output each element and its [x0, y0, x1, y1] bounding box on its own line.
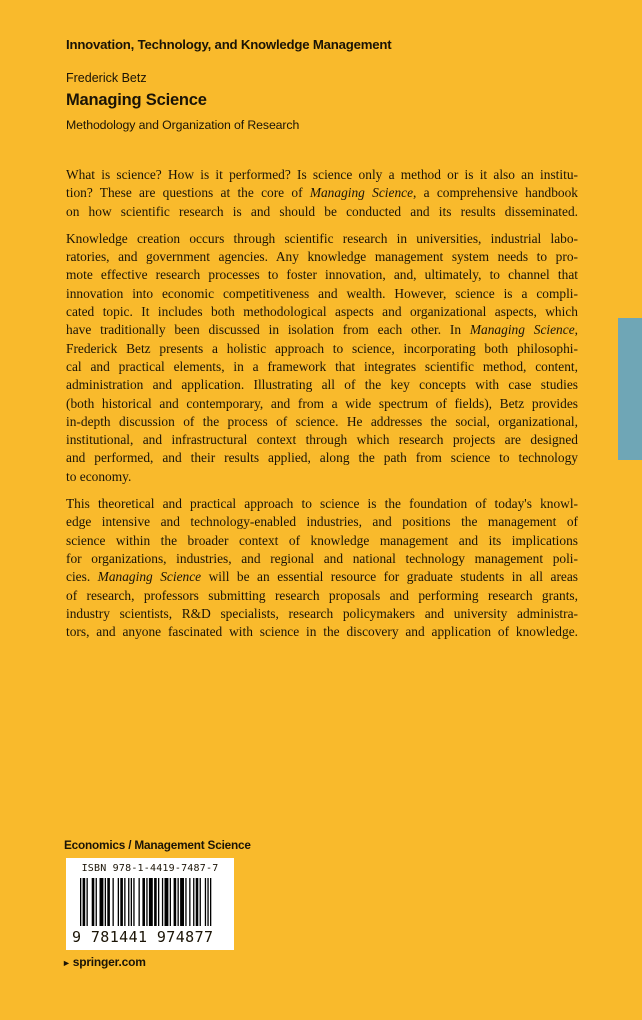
spine-color-tab	[618, 318, 642, 460]
isbn-barcode	[66, 858, 234, 950]
text-line: innovation into economic competitiveness and wealth. However, science is a compli-	[66, 285, 578, 301]
book-title: Managing Science	[66, 91, 207, 109]
barcode-bar	[80, 878, 81, 926]
barcode-bars	[72, 878, 228, 928]
barcode-bar	[87, 878, 88, 926]
text-line: in-depth discussion of the process of science. He addresses the social, organizational,	[66, 413, 578, 429]
text-line: tion? These are questions at the core of Managing Science, a comprehensive handbook	[66, 185, 578, 201]
blurb-paragraph-2	[66, 230, 578, 486]
barcode-bar	[83, 878, 86, 926]
text-line: Knowledge creation occurs through scientific research in universities, industrial labo-	[66, 230, 578, 246]
text-line: administration and application. Illustrating all of the key concepts with case studies	[66, 377, 578, 393]
blurb-paragraph-3	[66, 495, 578, 641]
barcode-bar	[139, 878, 140, 926]
text-line: for organizations, industries, and regional and national technology management poli-	[66, 550, 578, 566]
arrow-right-icon: ►	[62, 958, 71, 968]
barcode-digits: 9 781441 974877	[72, 928, 214, 946]
barcode-bar	[107, 878, 110, 926]
barcode-bar	[146, 878, 147, 926]
author-name: Frederick Betz	[66, 71, 147, 85]
text-line: industry scientists, R&D specialists, research policymakers and university administra-	[66, 605, 578, 621]
book-title-italic: Managing Science	[309, 185, 414, 201]
isbn-label: ISBN 978-1-4419-7487-7	[81, 863, 219, 874]
barcode-bar	[158, 878, 159, 926]
book-subtitle: Methodology and Organization of Research	[66, 118, 300, 132]
text-line: science within the broader context of knowledge management and its implications	[66, 532, 578, 548]
barcode-bar	[189, 878, 190, 926]
barcode-bar	[154, 878, 157, 926]
barcode-bar	[178, 878, 179, 926]
barcode-bar	[133, 878, 134, 926]
barcode-bar	[207, 878, 208, 926]
barcode-bar	[170, 878, 171, 926]
blurb-paragraph-1	[66, 166, 578, 221]
text-line: Frederick Betz presents a holistic approach to science, incorporating both philosophi-	[66, 340, 578, 356]
subject-category: Economics / Management Science	[64, 838, 251, 852]
barcode-bar	[105, 878, 106, 926]
text-line: ratories, and government agencies. Any knowledge management system needs to pro-	[66, 249, 578, 265]
blurb-text	[66, 166, 578, 650]
text-line: This theoretical and practical approach to science is the foundation of today's knowl-	[66, 496, 578, 512]
text-line: (both historical and contemporary, and from a wide spectrum of fields), Betz provides	[66, 395, 578, 411]
barcode-bar	[118, 878, 119, 926]
barcode-bar	[162, 878, 163, 926]
barcode-bar	[100, 878, 104, 926]
text-line: cies. Managing Science will be an essential resource for graduate students in all areas	[66, 569, 579, 585]
text-line: on how scientific research is and should be conducted and its results disseminated.	[66, 203, 578, 219]
barcode-bar	[180, 878, 184, 926]
text-line: cal and practical elements, in a framework that integrates scientific method, content,	[66, 358, 578, 374]
text-line: edge intensive and technology-enabled industries, and positions the management of	[66, 514, 578, 530]
barcode-bar	[205, 878, 206, 926]
barcode-bar	[128, 878, 129, 926]
barcode-bar	[196, 878, 199, 926]
barcode-bar	[113, 878, 114, 926]
book-title-italic: Managing Science	[469, 322, 575, 338]
text-line: to economy.	[66, 468, 132, 484]
series-title: Innovation, Technology, and Knowledge Management	[66, 37, 392, 52]
barcode-bar	[124, 878, 125, 926]
publisher-url	[62, 955, 146, 969]
barcode-bar	[165, 878, 169, 926]
barcode-bar	[200, 878, 201, 926]
text-line: have traditionally been discussed in isolation from each other. In Managing Science,	[66, 322, 578, 338]
barcode-bar	[210, 878, 211, 926]
barcode-bar	[185, 878, 186, 926]
text-line: of research, professors submitting research proposals and performing research grants,	[66, 587, 578, 603]
barcode-bar	[193, 878, 194, 926]
barcode-bar	[96, 878, 97, 926]
text-line: cated topic. It includes both methodological aspects and organizational aspects, which	[66, 304, 578, 320]
barcode-bar	[142, 878, 145, 926]
barcode-bar	[174, 878, 177, 926]
barcode-bar	[131, 878, 132, 926]
text-line: tors, and anyone fascinated with science in the discovery and application of knowledge.	[66, 624, 578, 640]
text-line: What is science? How is it performed? Is science only a method or is it also an institu-	[66, 167, 578, 182]
publisher-url-text: springer.com	[72, 955, 146, 969]
barcode-bar	[149, 878, 153, 926]
text-line: and performed, and their results applied, along the path from science to technology	[66, 450, 578, 466]
barcode-bar	[120, 878, 123, 926]
text-line: mote effective research processes to foster innovation, and, ultimately, to channel that	[66, 267, 578, 283]
text-line: institutional, and infrastructural context through which research projects are designed	[66, 432, 578, 448]
barcode-bar	[92, 878, 95, 926]
book-title-italic: Managing Science	[97, 569, 202, 585]
